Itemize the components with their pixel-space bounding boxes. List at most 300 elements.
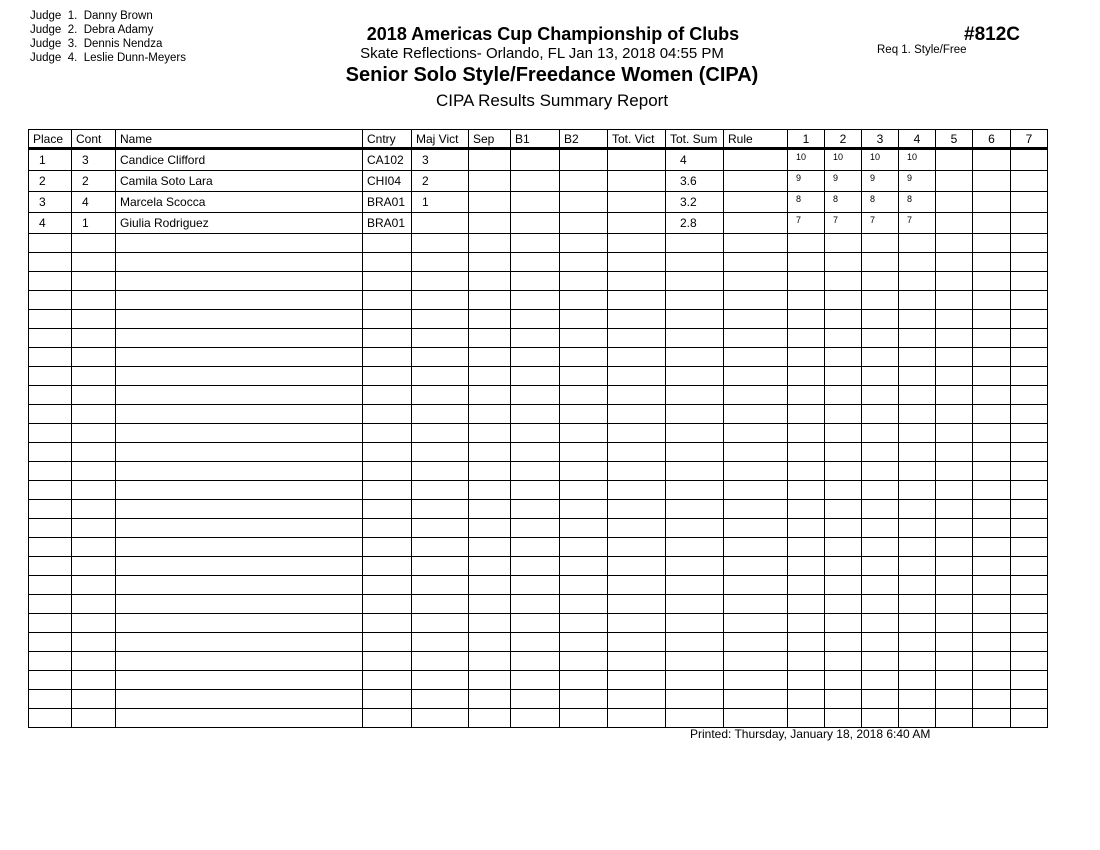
empty-cell	[116, 500, 363, 519]
empty-cell	[469, 367, 511, 386]
empty-cell	[724, 272, 788, 291]
empty-cell	[363, 462, 412, 481]
cell-maj-vict	[412, 213, 469, 234]
empty-cell	[666, 690, 724, 709]
empty-cell	[862, 557, 899, 576]
cell-tot-vict	[608, 213, 666, 234]
event-name: Senior Solo Style/Freedance Women (CIPA)	[345, 64, 759, 86]
empty-cell	[825, 386, 862, 405]
empty-cell	[29, 253, 72, 272]
empty-cell	[724, 557, 788, 576]
empty-cell	[899, 481, 936, 500]
empty-cell	[825, 500, 862, 519]
cell-j6	[973, 149, 1011, 171]
empty-cell	[608, 557, 666, 576]
empty-cell	[608, 329, 666, 348]
empty-cell	[899, 538, 936, 557]
empty-cell	[973, 348, 1011, 367]
empty-cell	[511, 310, 560, 329]
empty-cell	[560, 367, 608, 386]
empty-cell	[29, 652, 72, 671]
empty-cell	[825, 462, 862, 481]
empty-cell	[724, 614, 788, 633]
empty-cell	[973, 329, 1011, 348]
col-judge-1: 1	[788, 130, 825, 149]
empty-cell	[469, 443, 511, 462]
empty-cell	[608, 652, 666, 671]
empty-cell	[825, 253, 862, 272]
empty-cell	[724, 443, 788, 462]
empty-cell	[560, 557, 608, 576]
empty-cell	[936, 272, 973, 291]
empty-cell	[412, 234, 469, 253]
empty-row	[29, 386, 1048, 405]
empty-cell	[825, 234, 862, 253]
empty-cell	[363, 234, 412, 253]
empty-row	[29, 348, 1048, 367]
empty-row	[29, 253, 1048, 272]
cell-tot-sum: 4	[666, 149, 724, 171]
empty-cell	[29, 234, 72, 253]
empty-cell	[825, 709, 862, 728]
cell-tot-sum: 3.6	[666, 171, 724, 192]
empty-cell	[72, 234, 116, 253]
empty-cell	[72, 595, 116, 614]
empty-cell	[936, 386, 973, 405]
empty-cell	[412, 519, 469, 538]
empty-cell	[608, 576, 666, 595]
empty-cell	[116, 595, 363, 614]
empty-cell	[788, 253, 825, 272]
empty-cell	[29, 291, 72, 310]
empty-cell	[936, 291, 973, 310]
empty-cell	[936, 424, 973, 443]
empty-cell	[608, 253, 666, 272]
empty-cell	[666, 633, 724, 652]
empty-cell	[511, 595, 560, 614]
empty-cell	[116, 253, 363, 272]
empty-cell	[1011, 614, 1048, 633]
empty-cell	[825, 443, 862, 462]
empty-cell	[469, 614, 511, 633]
empty-cell	[825, 595, 862, 614]
empty-cell	[1011, 272, 1048, 291]
empty-cell	[511, 614, 560, 633]
empty-cell	[412, 253, 469, 272]
empty-cell	[412, 367, 469, 386]
empty-row	[29, 405, 1048, 424]
empty-cell	[363, 481, 412, 500]
empty-cell	[788, 595, 825, 614]
empty-cell	[936, 462, 973, 481]
empty-cell	[116, 709, 363, 728]
empty-cell	[116, 576, 363, 595]
empty-cell	[72, 405, 116, 424]
empty-cell	[862, 652, 899, 671]
empty-cell	[29, 310, 72, 329]
empty-cell	[560, 272, 608, 291]
empty-cell	[862, 310, 899, 329]
cell-j3: 8	[862, 192, 899, 213]
empty-cell	[724, 405, 788, 424]
empty-cell	[72, 310, 116, 329]
empty-row	[29, 291, 1048, 310]
empty-cell	[608, 633, 666, 652]
empty-cell	[825, 652, 862, 671]
empty-cell	[608, 690, 666, 709]
empty-cell	[72, 386, 116, 405]
empty-cell	[666, 329, 724, 348]
empty-cell	[560, 481, 608, 500]
empty-cell	[363, 253, 412, 272]
empty-cell	[666, 272, 724, 291]
empty-cell	[1011, 310, 1048, 329]
empty-cell	[788, 310, 825, 329]
empty-cell	[862, 329, 899, 348]
empty-cell	[72, 519, 116, 538]
empty-cell	[862, 272, 899, 291]
cell-place: 4	[29, 213, 72, 234]
empty-cell	[666, 291, 724, 310]
empty-cell	[973, 253, 1011, 272]
empty-cell	[936, 709, 973, 728]
empty-cell	[608, 709, 666, 728]
empty-cell	[862, 481, 899, 500]
empty-cell	[973, 234, 1011, 253]
empty-cell	[724, 329, 788, 348]
empty-cell	[72, 500, 116, 519]
cell-cont: 3	[72, 149, 116, 171]
results-table	[28, 129, 1048, 728]
empty-cell	[666, 310, 724, 329]
empty-cell	[862, 424, 899, 443]
empty-cell	[511, 481, 560, 500]
empty-cell	[511, 424, 560, 443]
empty-cell	[1011, 500, 1048, 519]
empty-cell	[608, 481, 666, 500]
cell-tot-sum: 3.2	[666, 192, 724, 213]
empty-cell	[666, 462, 724, 481]
empty-cell	[788, 690, 825, 709]
cell-j4: 9	[899, 171, 936, 192]
empty-row	[29, 557, 1048, 576]
empty-cell	[560, 538, 608, 557]
empty-cell	[560, 291, 608, 310]
empty-cell	[1011, 557, 1048, 576]
empty-cell	[899, 652, 936, 671]
cell-j5	[936, 149, 973, 171]
empty-cell	[825, 329, 862, 348]
empty-cell	[973, 690, 1011, 709]
empty-cell	[363, 310, 412, 329]
empty-cell	[511, 367, 560, 386]
empty-cell	[936, 329, 973, 348]
empty-cell	[608, 424, 666, 443]
empty-cell	[788, 576, 825, 595]
empty-cell	[788, 709, 825, 728]
empty-cell	[412, 443, 469, 462]
cell-j2: 8	[825, 192, 862, 213]
empty-cell	[116, 348, 363, 367]
empty-cell	[469, 538, 511, 557]
empty-row	[29, 367, 1048, 386]
empty-cell	[899, 443, 936, 462]
empty-cell	[973, 424, 1011, 443]
empty-cell	[116, 405, 363, 424]
cell-cont: 4	[72, 192, 116, 213]
cell-rule	[724, 171, 788, 192]
cell-j3: 9	[862, 171, 899, 192]
empty-cell	[412, 386, 469, 405]
judge-3: Judge 3. Dennis Nendza	[30, 38, 163, 50]
col-tot-sum: Tot. Sum	[666, 130, 724, 149]
empty-cell	[72, 367, 116, 386]
empty-cell	[469, 329, 511, 348]
empty-cell	[1011, 481, 1048, 500]
col-b1: B1	[511, 130, 560, 149]
empty-cell	[666, 557, 724, 576]
cell-j2: 10	[825, 149, 862, 171]
cell-b2	[560, 192, 608, 213]
empty-cell	[788, 462, 825, 481]
empty-cell	[788, 272, 825, 291]
empty-cell	[666, 348, 724, 367]
empty-cell	[936, 367, 973, 386]
empty-cell	[363, 272, 412, 291]
empty-cell	[72, 538, 116, 557]
cell-rule	[724, 192, 788, 213]
empty-cell	[560, 671, 608, 690]
empty-cell	[511, 633, 560, 652]
col-judge-5: 5	[936, 130, 973, 149]
empty-cell	[788, 538, 825, 557]
empty-cell	[1011, 386, 1048, 405]
empty-cell	[116, 310, 363, 329]
cell-sep	[469, 171, 511, 192]
cell-b1	[511, 171, 560, 192]
empty-cell	[666, 595, 724, 614]
empty-cell	[825, 690, 862, 709]
empty-cell	[1011, 291, 1048, 310]
cell-b2	[560, 171, 608, 192]
empty-cell	[862, 519, 899, 538]
empty-cell	[412, 329, 469, 348]
empty-cell	[666, 652, 724, 671]
empty-cell	[936, 557, 973, 576]
empty-row	[29, 234, 1048, 253]
empty-cell	[511, 272, 560, 291]
col-judge-4: 4	[899, 130, 936, 149]
empty-cell	[29, 367, 72, 386]
empty-cell	[788, 614, 825, 633]
empty-cell	[788, 424, 825, 443]
empty-cell	[363, 405, 412, 424]
empty-cell	[116, 538, 363, 557]
cell-j7	[1011, 213, 1048, 234]
empty-cell	[788, 557, 825, 576]
empty-cell	[788, 329, 825, 348]
empty-cell	[973, 519, 1011, 538]
empty-cell	[72, 690, 116, 709]
empty-cell	[724, 424, 788, 443]
empty-cell	[899, 576, 936, 595]
empty-cell	[412, 576, 469, 595]
empty-cell	[363, 690, 412, 709]
empty-cell	[936, 348, 973, 367]
cell-cont: 2	[72, 171, 116, 192]
empty-cell	[788, 481, 825, 500]
empty-cell	[936, 633, 973, 652]
empty-cell	[973, 538, 1011, 557]
empty-cell	[936, 595, 973, 614]
empty-cell	[936, 481, 973, 500]
empty-cell	[363, 443, 412, 462]
empty-cell	[29, 614, 72, 633]
judge-4: Judge 4. Leslie Dunn-Meyers	[30, 52, 186, 64]
cell-cntry: BRA01	[363, 213, 412, 234]
table-row	[29, 171, 1048, 192]
empty-cell	[724, 234, 788, 253]
empty-cell	[469, 576, 511, 595]
empty-cell	[899, 690, 936, 709]
empty-cell	[973, 633, 1011, 652]
cell-b2	[560, 149, 608, 171]
cell-j4: 7	[899, 213, 936, 234]
empty-cell	[825, 348, 862, 367]
empty-cell	[363, 291, 412, 310]
empty-cell	[116, 443, 363, 462]
empty-cell	[1011, 576, 1048, 595]
cell-j7	[1011, 192, 1048, 213]
col-cont: Cont	[72, 130, 116, 149]
empty-cell	[363, 329, 412, 348]
empty-cell	[469, 310, 511, 329]
empty-cell	[29, 443, 72, 462]
empty-cell	[936, 405, 973, 424]
empty-cell	[469, 481, 511, 500]
empty-cell	[469, 557, 511, 576]
cell-j7	[1011, 149, 1048, 171]
empty-cell	[666, 709, 724, 728]
empty-cell	[560, 500, 608, 519]
empty-cell	[862, 633, 899, 652]
empty-cell	[116, 557, 363, 576]
empty-row	[29, 538, 1048, 557]
cell-j6	[973, 171, 1011, 192]
cell-j2: 7	[825, 213, 862, 234]
empty-cell	[412, 348, 469, 367]
empty-cell	[899, 348, 936, 367]
empty-cell	[412, 481, 469, 500]
empty-cell	[973, 500, 1011, 519]
empty-cell	[1011, 595, 1048, 614]
empty-cell	[899, 500, 936, 519]
empty-cell	[72, 291, 116, 310]
empty-cell	[116, 291, 363, 310]
empty-cell	[973, 386, 1011, 405]
venue-date: Skate Reflections- Orlando, FL Jan 13, 2018 04:55 PM	[360, 45, 724, 62]
empty-row	[29, 709, 1048, 728]
empty-cell	[936, 614, 973, 633]
empty-cell	[560, 329, 608, 348]
empty-cell	[116, 272, 363, 291]
empty-cell	[862, 462, 899, 481]
empty-cell	[29, 405, 72, 424]
empty-cell	[412, 614, 469, 633]
empty-cell	[469, 500, 511, 519]
empty-cell	[511, 576, 560, 595]
cell-j3: 7	[862, 213, 899, 234]
empty-cell	[936, 500, 973, 519]
empty-cell	[469, 652, 511, 671]
empty-cell	[29, 348, 72, 367]
empty-cell	[116, 386, 363, 405]
empty-cell	[1011, 690, 1048, 709]
empty-cell	[511, 329, 560, 348]
cell-sep	[469, 192, 511, 213]
empty-cell	[116, 633, 363, 652]
cell-j7	[1011, 171, 1048, 192]
report-name: CIPA Results Summary Report	[435, 91, 669, 110]
empty-cell	[116, 671, 363, 690]
empty-cell	[29, 690, 72, 709]
empty-cell	[72, 329, 116, 348]
empty-cell	[511, 709, 560, 728]
header-row	[29, 130, 1048, 149]
empty-cell	[973, 652, 1011, 671]
empty-cell	[116, 462, 363, 481]
cell-j1: 8	[788, 192, 825, 213]
empty-cell	[469, 709, 511, 728]
empty-cell	[511, 557, 560, 576]
empty-cell	[412, 690, 469, 709]
empty-cell	[412, 424, 469, 443]
empty-cell	[560, 386, 608, 405]
cell-b1	[511, 213, 560, 234]
empty-cell	[862, 500, 899, 519]
cell-j5	[936, 213, 973, 234]
empty-cell	[363, 519, 412, 538]
empty-cell	[29, 481, 72, 500]
empty-cell	[363, 538, 412, 557]
empty-cell	[1011, 652, 1048, 671]
empty-cell	[72, 424, 116, 443]
empty-cell	[469, 671, 511, 690]
empty-cell	[666, 367, 724, 386]
table-row	[29, 149, 1048, 171]
empty-cell	[936, 671, 973, 690]
empty-cell	[608, 500, 666, 519]
empty-cell	[560, 595, 608, 614]
event-number: #812C	[964, 24, 1020, 45]
empty-cell	[511, 690, 560, 709]
empty-cell	[363, 671, 412, 690]
empty-cell	[825, 367, 862, 386]
empty-cell	[1011, 424, 1048, 443]
col-judge-7: 7	[1011, 130, 1048, 149]
empty-cell	[116, 234, 363, 253]
empty-cell	[862, 386, 899, 405]
empty-cell	[363, 633, 412, 652]
empty-cell	[608, 614, 666, 633]
table-row	[29, 213, 1048, 234]
cell-cntry: CA102	[363, 149, 412, 171]
col-judge-3: 3	[862, 130, 899, 149]
cell-tot-vict	[608, 192, 666, 213]
empty-cell	[862, 671, 899, 690]
empty-row	[29, 462, 1048, 481]
empty-cell	[899, 633, 936, 652]
